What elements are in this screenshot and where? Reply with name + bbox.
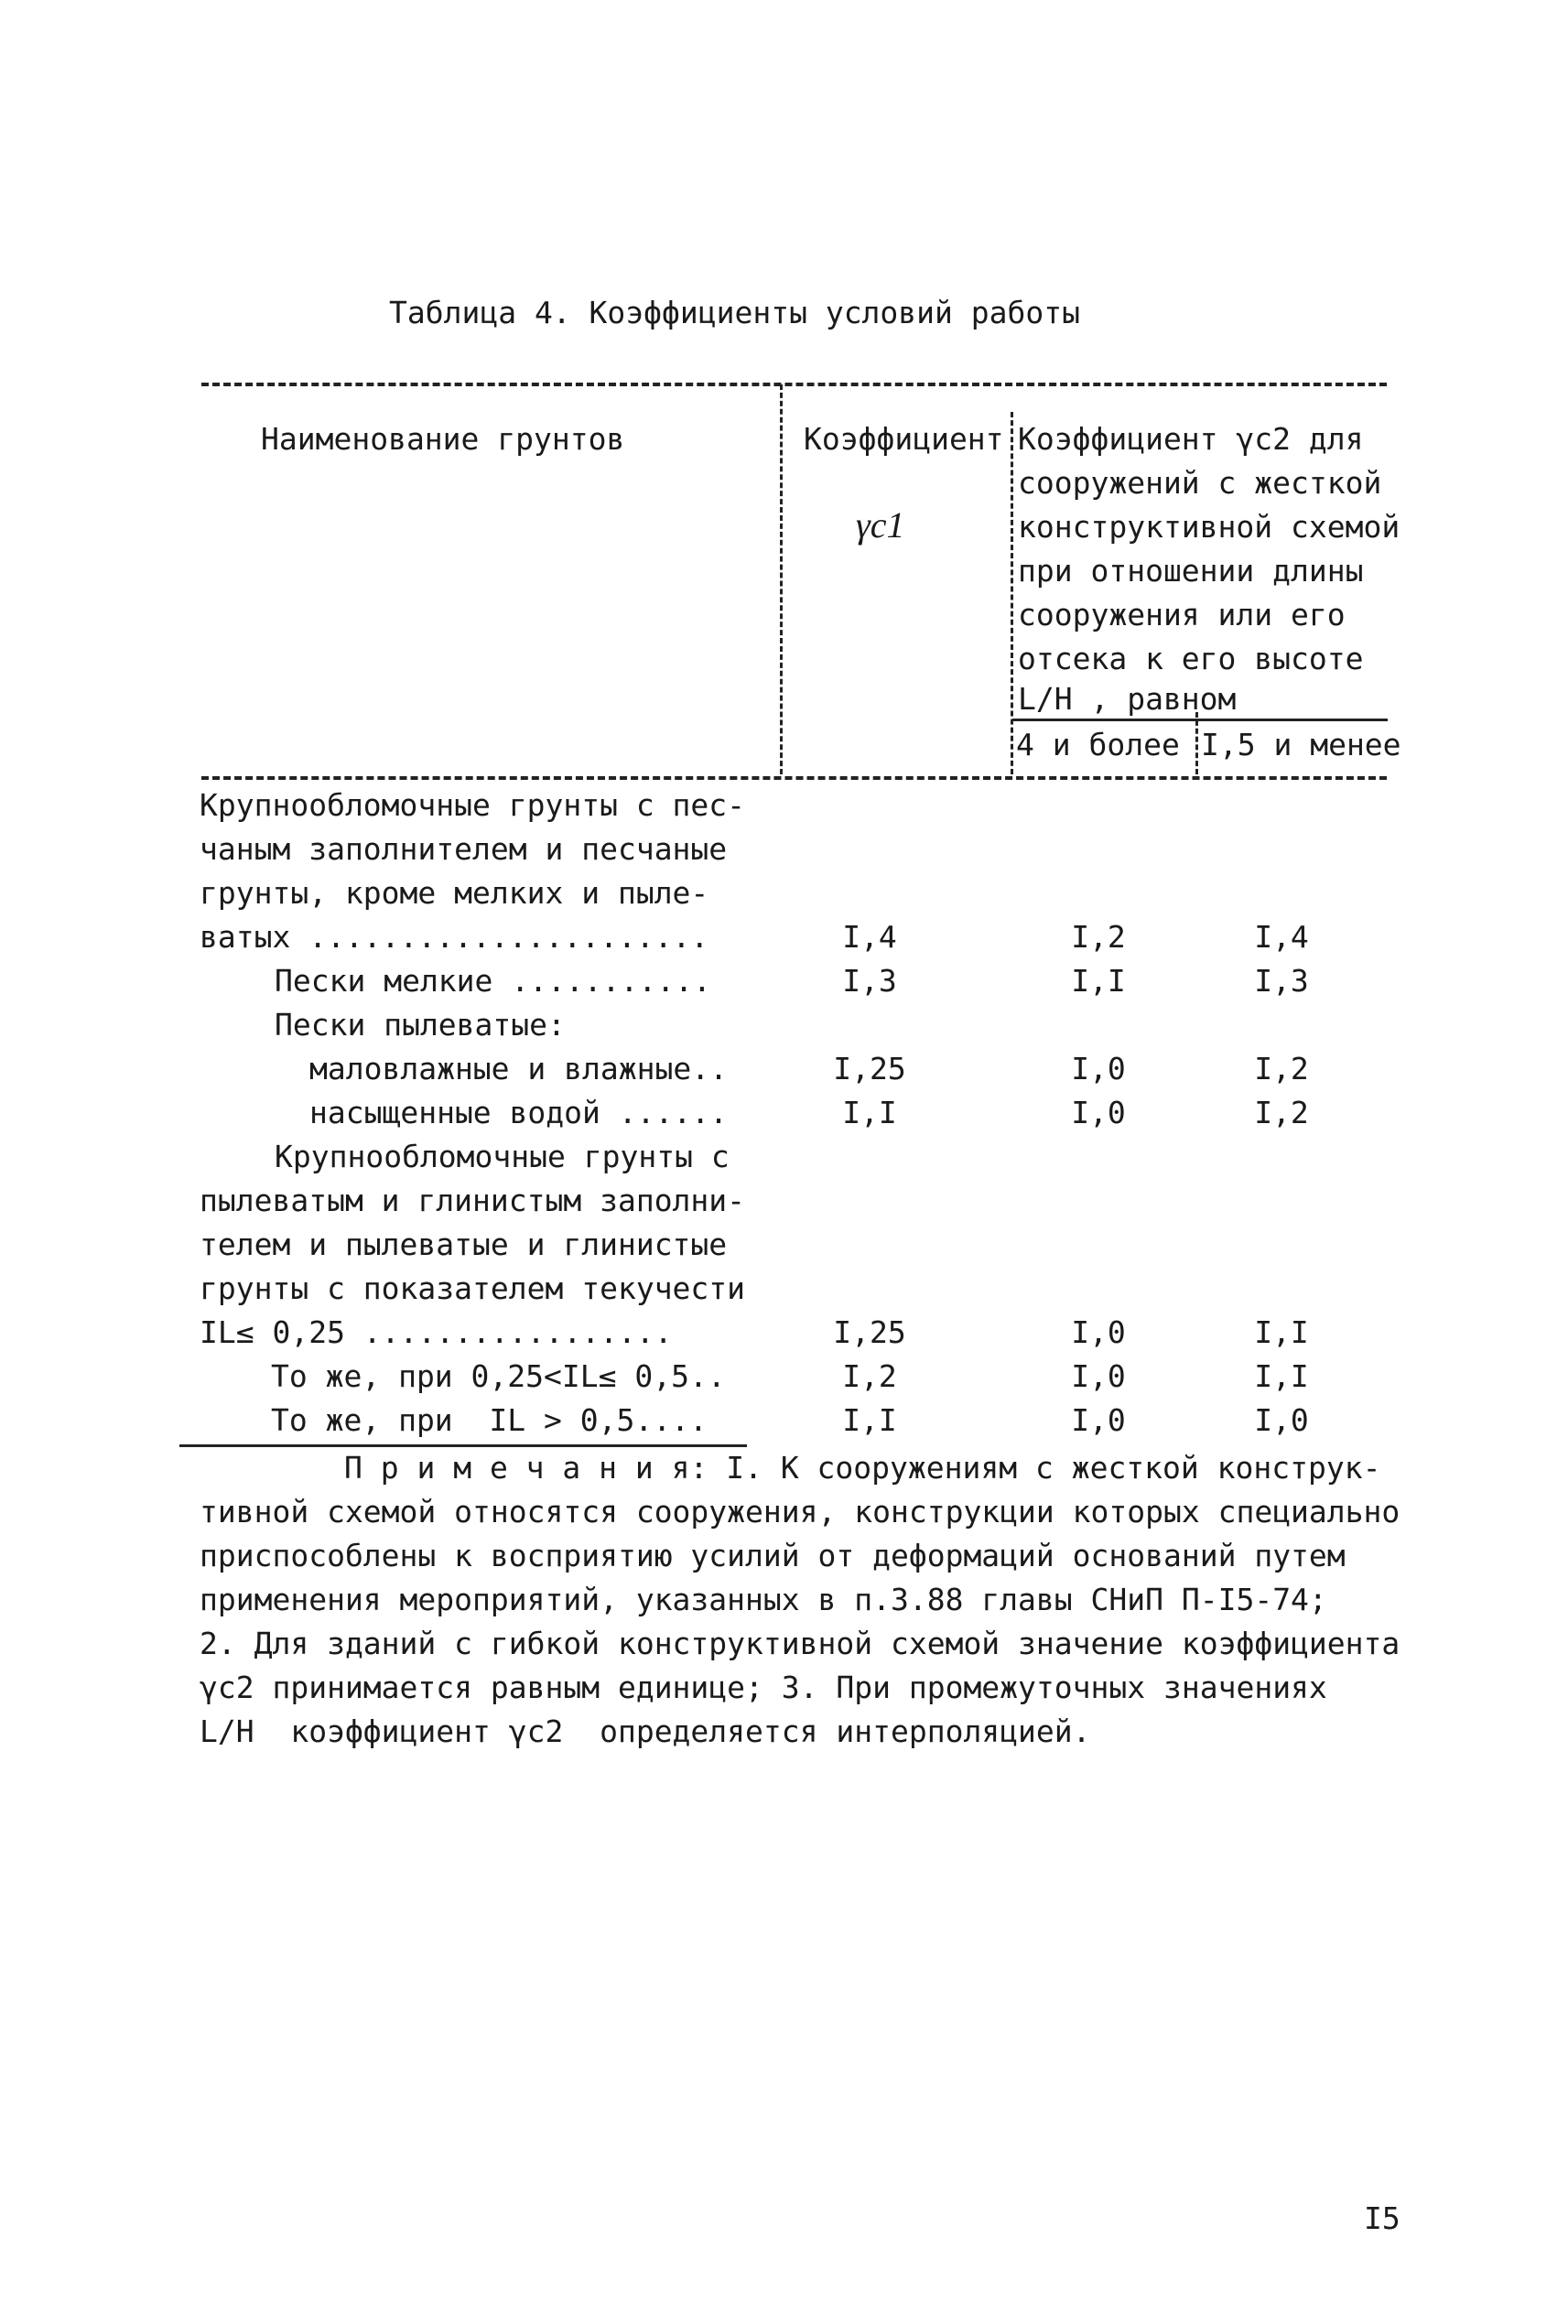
note-line: П р и м е ч а н и я: I. К сооружениям с жесткой конструк- — [344, 1450, 1381, 1486]
row-k2b: I,I — [1254, 1314, 1309, 1350]
row-k2a: I,0 — [1071, 1358, 1126, 1394]
table-title: Таблица 4. Коэффициенты условий работы — [389, 295, 1080, 330]
row-label-line: Пески мелкие ........... — [275, 963, 711, 999]
subheader-rule — [1012, 719, 1388, 721]
row-k2a: I,0 — [1071, 1402, 1126, 1438]
row-k2b: I,4 — [1254, 919, 1309, 955]
row-label-line: Крупнообломочные грунты с — [275, 1139, 730, 1174]
table-top-rule — [201, 383, 1387, 386]
column-separator-1 — [780, 384, 783, 774]
row-label-line: Крупнообломочные грунты с пес- — [200, 787, 746, 823]
row-k1: I,3 — [842, 963, 897, 999]
row-k1: I,25 — [833, 1051, 906, 1086]
header-bottom-rule — [201, 776, 1387, 780]
row-k2b: I,2 — [1254, 1095, 1309, 1130]
header-coef-2-line: Коэффициент γc2 для — [1018, 421, 1364, 457]
header-coef-2-line: сооружений с жесткой — [1018, 465, 1382, 501]
row-label-line: пылеватым и глинистым заполни- — [200, 1183, 746, 1218]
row-k2a: I,I — [1071, 963, 1126, 999]
row-label-line: То же, при 0,25<IL≤ 0,5.. — [271, 1358, 726, 1394]
row-k2a: I,0 — [1071, 1051, 1126, 1086]
row-k2b: I,2 — [1254, 1051, 1309, 1086]
row-k2a: I,0 — [1071, 1314, 1126, 1350]
row-label-line: Пески пылеватые: — [275, 1007, 566, 1043]
subheader-1-5-and-less: I,5 и менее — [1201, 727, 1401, 762]
header-gamma-c1: γc1 — [856, 504, 905, 546]
subheader-4-and-more: 4 и более — [1016, 727, 1180, 762]
row-k2a: I,2 — [1071, 919, 1126, 955]
row-label-line: маловлажные и влажные.. — [309, 1051, 728, 1086]
row-label-line: грунты, кроме мелких и пыле- — [200, 875, 709, 911]
row-k2a: I,0 — [1071, 1095, 1126, 1130]
row-label-line: грунты с показателем текучести — [200, 1270, 746, 1306]
row-k2b: I,0 — [1254, 1402, 1309, 1438]
header-coef-2-line: отсека к его высоте — [1018, 641, 1364, 676]
row-label-line: телем и пылеватые и глинистые — [200, 1227, 728, 1262]
header-soil-name: Наименование грунтов — [261, 421, 625, 457]
row-k2b: I,I — [1254, 1358, 1309, 1394]
row-k2b: I,3 — [1254, 963, 1309, 999]
row-label-line: То же, при IL > 0,5.... — [271, 1402, 708, 1438]
row-label-line: насыщенные водой ...... — [309, 1095, 728, 1130]
column-separator-3 — [1195, 712, 1198, 774]
row-k1: I,I — [842, 1095, 897, 1130]
note-line: γc2 принимается равным единице; 3. При промежуточных значениях — [200, 1670, 1327, 1705]
header-coef-2-line: сооружения или его — [1018, 597, 1346, 632]
row-k1: I,4 — [842, 919, 897, 955]
header-coef-2-line: конструктивной схемой — [1018, 509, 1400, 545]
row-label-line: IL≤ 0,25 ................. — [200, 1314, 673, 1350]
note-line: применения мероприятий, указанных в п.3.88 главы СНиП П-I5-74; — [200, 1582, 1327, 1617]
row-label-line: чаным заполнителем и песчаные — [200, 831, 728, 867]
row-label-line: ватых ...................... — [200, 919, 709, 955]
note-line: тивной схемой относятся сооружения, конструкции которых специально — [200, 1494, 1400, 1530]
row-k1: I,2 — [842, 1358, 897, 1394]
row-k1: I,I — [842, 1402, 897, 1438]
row-k1: I,25 — [833, 1314, 906, 1350]
note-line: приспособлены к восприятию усилий от деформаций оснований путем — [200, 1538, 1346, 1573]
note-line: 2. Для зданий с гибкой конструктивной схемой значение коэффициента — [200, 1626, 1400, 1661]
header-coef-2-line: L/H , равном — [1018, 681, 1237, 717]
page-number: I5 — [1364, 2200, 1400, 2236]
note-line: L/H коэффициент γc2 определяется интерполяцией. — [200, 1713, 1091, 1749]
header-coef-2-line: при отношении длины — [1018, 553, 1364, 589]
header-coef-1: Коэффициент — [804, 421, 1004, 457]
